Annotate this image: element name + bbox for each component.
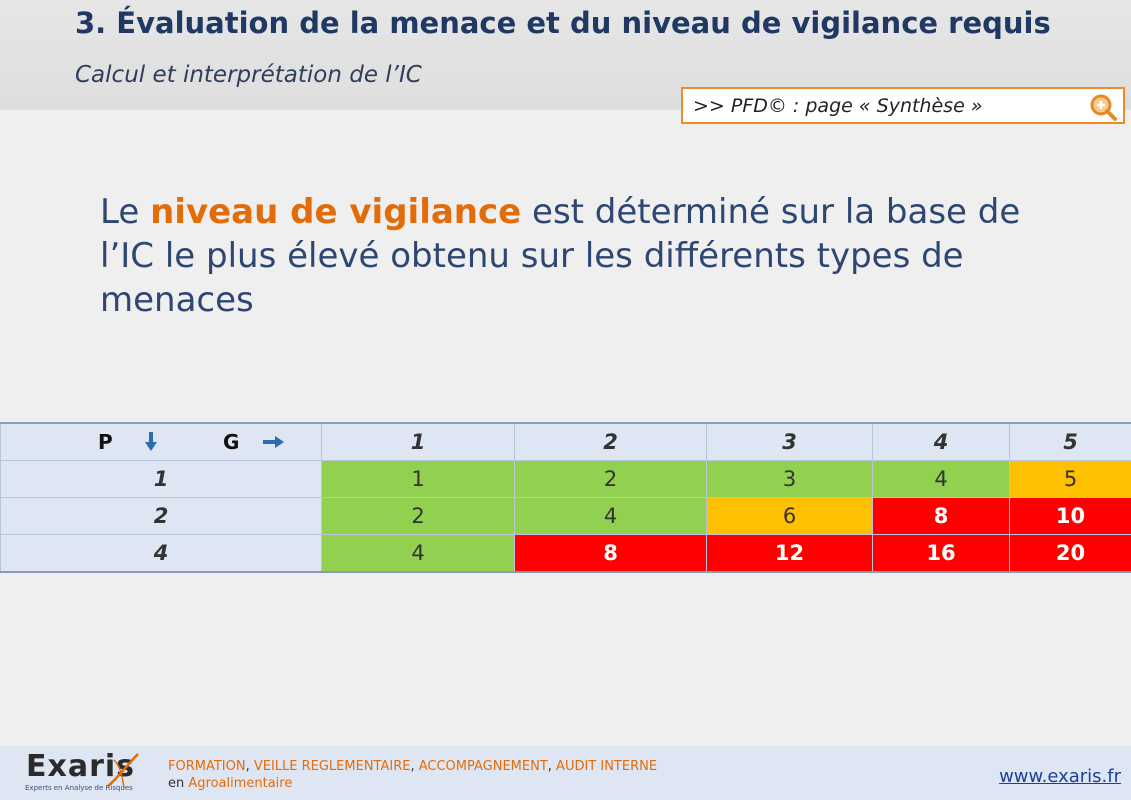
- matrix-row: [1, 535, 1131, 573]
- matrix-cell: 12: [707, 535, 873, 573]
- col-header: 5: [1010, 423, 1131, 461]
- logo-tagline: Experts en Analyse de Risques: [25, 784, 133, 792]
- arrow-down-icon: [145, 432, 157, 452]
- exaris-logo: Exaris: [26, 749, 136, 784]
- matrix-cell: 4: [873, 461, 1010, 498]
- matrix-cell: 6: [707, 498, 873, 535]
- matrix-cell: 10: [1010, 498, 1131, 535]
- main-text-before: Le: [100, 192, 151, 232]
- matrix-cell: 4: [515, 498, 707, 535]
- slide-subtitle: Calcul et interprétation de l’IC: [75, 62, 422, 88]
- matrix-row: [1, 498, 1131, 535]
- zoom-in-icon[interactable]: [1089, 93, 1117, 121]
- col-header: 4: [873, 423, 1010, 461]
- matrix-header-row: [1, 423, 1131, 461]
- col-header: 3: [707, 423, 873, 461]
- matrix-cell: 2: [515, 461, 707, 498]
- matrix-cell: 5: [1010, 461, 1131, 498]
- service-item: ACCOMPAGNEMENT: [418, 759, 548, 774]
- sector-prefix: en: [168, 776, 189, 791]
- row-header: 4: [1, 535, 322, 573]
- footer-sector: [168, 776, 292, 791]
- row-header: 1: [1, 461, 322, 498]
- matrix-cell: 8: [873, 498, 1010, 535]
- website-link[interactable]: www.exaris.fr: [999, 766, 1121, 787]
- arrow-right-icon: [263, 436, 285, 448]
- risk-matrix: [0, 422, 1131, 573]
- row-header: 2: [1, 498, 322, 535]
- matrix-corner: [1, 423, 322, 461]
- matrix-cell: 4: [322, 535, 515, 573]
- sector-name: Agroalimentaire: [188, 776, 293, 791]
- matrix-cell: 1: [322, 461, 515, 498]
- probability-label: P: [98, 430, 113, 454]
- matrix-cell: 8: [515, 535, 707, 573]
- col-header: 2: [515, 423, 707, 461]
- matrix-cell: 20: [1010, 535, 1131, 573]
- main-text-highlight: niveau de vigilance: [150, 192, 522, 232]
- pfd-link-label: >> PFD© : page « Synthèse »: [693, 94, 983, 117]
- matrix-cell: 2: [322, 498, 515, 535]
- matrix-row: [1, 461, 1131, 498]
- service-item: FORMATION: [168, 759, 246, 774]
- service-item: VEILLE REGLEMENTAIRE: [253, 759, 411, 774]
- footer: [0, 746, 1131, 800]
- matrix-cell: 16: [873, 535, 1010, 573]
- matrix-cell: 3: [707, 461, 873, 498]
- gravity-label: G: [223, 430, 240, 454]
- col-header: 1: [322, 423, 515, 461]
- service-item: AUDIT INTERNE: [556, 759, 658, 774]
- pfd-synthese-link[interactable]: [681, 87, 1125, 124]
- main-statement: [100, 190, 1030, 322]
- main-text-after: est déterminé sur la base de l’IC le plus élevé obtenu sur les différents types de menaces: [100, 192, 1021, 320]
- footer-services: FORMATION, VEILLE REGLEMENTAIRE, ACCOMPAGNEMENT, AUDIT INTERNE: [168, 759, 658, 774]
- slide-title: 3. Évaluation de la menace et du niveau de vigilance requis: [75, 6, 1051, 40]
